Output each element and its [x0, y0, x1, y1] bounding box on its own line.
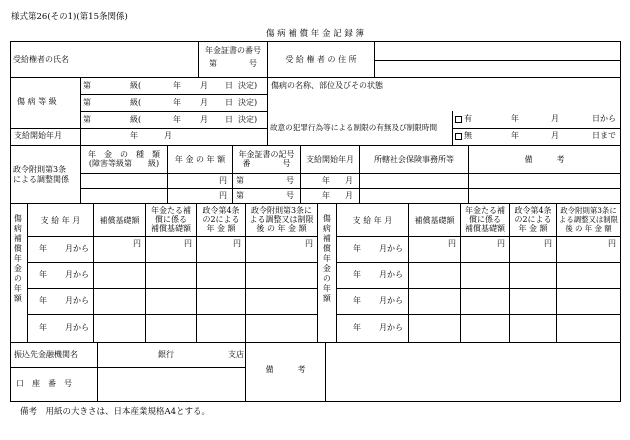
adjusted-amount-header: 政令附則第3条に [560, 206, 617, 215]
grade-row-dai: 第 [83, 98, 91, 107]
insurance-base-header: 償に係る [469, 215, 501, 224]
row-year: 年 [353, 296, 361, 305]
adjust-start-year: 年 [322, 191, 330, 200]
adjust-start-year: 年 [322, 176, 330, 185]
grade-row-year: 年 [173, 81, 181, 90]
grade-row-kyu: 級( [130, 81, 142, 90]
yen-unit: 円 [448, 239, 456, 248]
grade-row-year: 年 [173, 98, 181, 107]
social-insurance-office-header: 所轄社会保険事務所等 [374, 155, 454, 164]
grade-row-day: 日 [225, 98, 233, 107]
adjust-cert-go: 号 [286, 176, 294, 185]
account-number-label: 口 座 番 号 [16, 379, 72, 388]
start-month-header: 支給開始年月 [306, 155, 354, 164]
adjusted-amount-header: よる調整又は制限 [249, 215, 314, 224]
adjust-cert-go: 号 [286, 191, 294, 200]
grade-row-decided: 決定) [238, 115, 258, 124]
grade-row-day: 日 [225, 115, 233, 124]
insurance-base-header: 補償基礎額 [151, 224, 191, 233]
yen-unit: 円 [233, 239, 241, 248]
restriction-from-day: 日から [592, 114, 616, 123]
adjust-cert-dai: 第 [236, 176, 244, 185]
yen-unit: 円 [544, 239, 552, 248]
insurance-base-header: 補償基礎額 [465, 224, 505, 233]
grade-row-month: 月 [200, 98, 208, 107]
row-from: 月から [379, 323, 403, 332]
yen-unit: 円 [133, 239, 141, 248]
annual-amount-header: 年 金 の 年 額 [174, 155, 226, 164]
row-from: 月から [65, 323, 89, 332]
adjust-yen-unit: 円 [219, 191, 227, 200]
period-header: 支 給 年 月 [40, 216, 81, 225]
yen-unit: 円 [305, 239, 313, 248]
restriction-from-year: 年 [511, 114, 519, 123]
grade-row-month: 月 [200, 115, 208, 124]
row-year: 年 [39, 323, 47, 332]
article4-header: 年 金 額 [206, 224, 236, 233]
adjust-label-line2: による調整関係 [13, 175, 69, 184]
insurance-base-header: 年金たる補 [465, 206, 505, 215]
amount-side-label-right: 傷病補償年金の年額 [322, 214, 332, 304]
bank-name-label: 振込先金融機関名 [14, 350, 78, 359]
adjusted-amount-header: 後 の 年 金 額 [565, 224, 612, 233]
insurance-base-header: 年金たる補 [151, 206, 191, 215]
recipient-name-label: 受給権者の氏名 [13, 55, 69, 64]
restriction-until-month: 月 [551, 131, 559, 140]
row-from: 月から [65, 270, 89, 279]
cert-code-header: 年金証書の記号 [238, 150, 295, 159]
row-year: 年 [39, 270, 47, 279]
address-label: 受 給 権 者 の 住 所 [285, 55, 357, 64]
article4-header: 政令第4条 [514, 206, 552, 215]
form-number: 様式第26(その1)(第15条関係) [11, 12, 128, 22]
base-amount-header: 補償基礎額 [414, 216, 455, 225]
grade-row-dai: 第 [83, 81, 91, 90]
grade-row-decided: 決定) [238, 98, 258, 107]
restriction-yes-checkbox [455, 116, 462, 123]
adjust-start-month: 月 [345, 176, 353, 185]
payment-start-month: 月 [164, 131, 172, 140]
adjust-label-line1: 政令附則第3条 [13, 165, 67, 174]
injury-description-label: 傷病の名称、部位及びその状態 [271, 81, 383, 90]
article4-header: の2による [514, 215, 552, 224]
row-year: 年 [353, 270, 361, 279]
adjust-note-header: 備 考 [524, 155, 565, 164]
adjusted-amount-header: 政令附則第3条に [250, 206, 313, 215]
row-from: 月から [379, 296, 403, 305]
bank-note-label: 備 考 [265, 365, 306, 374]
row-year: 年 [39, 296, 47, 305]
page-title: 傷 病 補 償 年 金 記 録 簿 [265, 29, 365, 39]
grade-row-dai: 第 [83, 115, 91, 124]
payment-start-year: 年 [130, 131, 138, 140]
grade-row-kyu: 級( [130, 98, 142, 107]
pension-type-header-sub: (障害等級第 級) [88, 159, 160, 168]
restriction-until-day: 日まで [592, 131, 616, 140]
cert-number-label: 年金証書の番号 [205, 46, 261, 55]
restriction-no-checkbox [455, 133, 462, 140]
pension-type-header: 年 金 の 種 類 [88, 150, 160, 159]
adjust-cert-dai: 第 [236, 191, 244, 200]
restriction-from-month: 月 [551, 114, 559, 123]
restriction-no-label: 無 [464, 131, 472, 140]
row-from: 月から [65, 296, 89, 305]
adjust-yen-unit: 円 [219, 176, 227, 185]
article4-header: の2による [202, 215, 240, 224]
row-year: 年 [353, 244, 361, 253]
cert-number-value: 第 号 [209, 59, 257, 68]
footnote: 備考 用紙の大きさは、日本産業規格A4とする。 [20, 407, 211, 417]
grade-row-decided: 決定) [238, 81, 258, 90]
row-from: 月から [379, 270, 403, 279]
branch-suffix: 支店 [228, 350, 244, 359]
yen-unit: 円 [608, 239, 616, 248]
payment-start-label: 支給開始年月 [14, 131, 62, 140]
yen-unit: 円 [184, 239, 192, 248]
row-year: 年 [39, 244, 47, 253]
insurance-base-header: 償に係る [155, 215, 187, 224]
grade-row-kyu: 級( [130, 115, 142, 124]
yen-unit: 円 [497, 239, 505, 248]
article4-header: 政令第4条 [202, 206, 240, 215]
amount-side-label-left: 傷病補償年金の年額 [13, 214, 23, 304]
article4-header: 年 金 額 [518, 224, 548, 233]
bank-suffix: 銀行 [158, 350, 174, 359]
grade-row-year: 年 [173, 115, 181, 124]
row-from: 月から [379, 244, 403, 253]
restriction-label: 故意の犯罪行為等による制限の有無及び制限時間 [270, 123, 438, 132]
adjusted-amount-header: よる調整又は制限 [558, 215, 619, 224]
period-header: 支 給 年 月 [352, 216, 393, 225]
adjust-start-month: 月 [345, 191, 353, 200]
adjusted-amount-header: 後 の 年 金 額 [256, 224, 307, 233]
grade-row-month: 月 [200, 81, 208, 90]
base-amount-header: 補償基礎額 [99, 216, 140, 225]
grade-row-day: 日 [225, 81, 233, 90]
row-year: 年 [353, 323, 361, 332]
restriction-until-year: 年 [511, 131, 519, 140]
restriction-yes-label: 有 [464, 114, 472, 123]
cert-code-header-sub: 番 号 [242, 159, 291, 168]
grade-label: 傷 病 等 級 [17, 97, 57, 106]
row-from: 月から [65, 244, 89, 253]
